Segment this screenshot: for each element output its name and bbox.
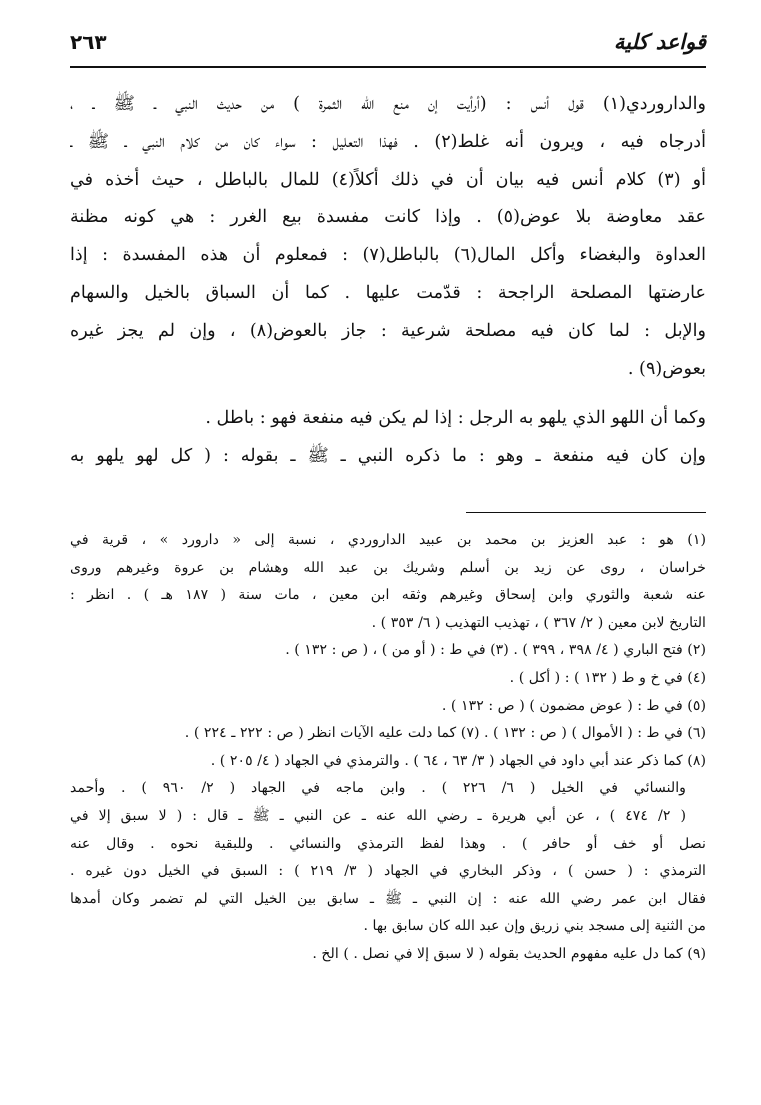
footnote-line: (٦) في ط : ( الأموال ) ( ص : ١٣٢ ) . (٧) كما دلت عليه الآيات انظر ( ص : ٢٢٢ ـ ٢٢٤ ) . — [184, 725, 706, 742]
body-line: أدرجاه فيه ، ويرون أنه غلط(٢) . فهذا التعليل : سواء كان من كلام النبي ـ ﷺ ـ — [70, 131, 706, 152]
footnote-line: (١) هو : عبد العزيز بن محمد بن عبيد الداروردي ، نسبة إلى « دارورد » ، قرية في — [70, 532, 706, 548]
page-number: ٢٦٣ — [70, 30, 107, 54]
body-line: وكما أن اللهو الذي يلهو به الرجل : إذا لم يكن فيه منفعة فهو : باطل . — [205, 408, 706, 429]
footnote-line: (٨) كما ذكر عند أبي داود في الجهاد ( ٣/ ٦٣ ، ٦٤ ) . والترمذي في الجهاد ( ٤/ ٢٠٥ ) . — [210, 752, 706, 769]
footnotes — [70, 527, 706, 969]
footnote-line: (٩) كما دل عليه مفهوم الحديث بقوله ( لا سبق إلا في نصل . ) الخ . — [312, 945, 706, 962]
footnote-line: من الثنية إلى مسجد بني زريق وإن عبد الله كان سابق بها . — [363, 918, 706, 935]
footnote-line: التاريخ لابن معين ( ٢/ ٣٦٧ ) ، تهذيب التهذيب ( ٦/ ٣٥٣ ) . — [371, 614, 706, 631]
page-header — [70, 30, 706, 64]
body-line: والإبل : لما كان فيه مصلحة شرعية : جاز بالعوض(٨) ، وإن لم يجز غيره — [70, 320, 706, 341]
footnote-line: (٥) في ط : ( عوض مضمون ) ( ص : ١٣٢ ) . — [441, 697, 706, 714]
footnote-line: ( ٢/ ٤٧٤ ) ، عن أبي هريرة ـ رضي الله عنه ـ عن النبي ـ ﷺ ـ قال : ( لا سبق إلا في — [70, 807, 686, 824]
body-line: والداروردي(١) قول أنس : (أرأيت إن منع الله الثمرة ) من حديث النبي ـ ﷺ ـ ، — [70, 94, 706, 114]
body-line: بعوض(٩) . — [627, 358, 706, 379]
footnote-separator — [466, 512, 706, 513]
footnote-line: خراسان ، روى عن زيد بن أسلم وشريك بن عبد الله وهشام بن عروة وغيرهم وروى — [70, 559, 706, 576]
book-page — [70, 30, 706, 1080]
body-line: عقد معاوضة بلا عوض(٥) . وإذا كانت مفسدة بيع الغرر : هي كونه مظنة — [70, 207, 706, 228]
main-text — [70, 86, 706, 476]
footnote-line: والنسائي في الخيل ( ٦/ ٢٢٦ ) . وابن ماجه في الجهاد ( ٢/ ٩٦٠ ) . وأحمد — [70, 780, 686, 797]
footnote-line: الترمذي : ( حسن ) ، وذكر البخاري في الجهاد ( ٣/ ٢١٩ ) : السبق في الخيل دون غيره . — [70, 863, 706, 880]
body-line: أو (٣) كلام أنس فيه بيان أن في ذلك أكلاً(٤) للمال بالباطل ، حيث أخذه في — [70, 169, 706, 190]
footnote-line: عنه شعبة والثوري وابن إسحاق وغيرهم وثقه ابن معين ، مات سنة ( ١٨٧ هـ ) . انظر : — [70, 587, 706, 604]
footnote-line: (٢) فتح الباري ( ٤/ ٣٩٨ ، ٣٩٩ ) . (٣) في ط : ( أو من ) ، ( ص : ١٣٢ ) . — [285, 642, 706, 659]
body-line: وإن كان فيه منفعة ـ وهو : ما ذكره النبي ـ ﷺ ـ بقوله : ( كل لهو يلهو به — [70, 446, 706, 467]
footnote-line: (٤) في خ و ط ( ١٣٢ ) : ( أكل ) . — [509, 669, 706, 686]
header-rule — [70, 66, 706, 68]
footnote-line: فقال ابن عمر رضي الله عنه : إن النبي ـ ﷺ ـ سابق بين الخيل التي لم تضمر وكان أمدها — [70, 890, 706, 907]
running-title: قواعد كلية — [613, 30, 706, 54]
footnote-line: نصل أو خف أو حافر ) . وهذا لفظ الترمذي والنسائي . وللبقية نحوه . وقال عنه — [70, 835, 706, 852]
body-line: العداوة والبغضاء وأكل المال(٦) بالباطل(٧) : فمعلوم أن هذه المفسدة : إذا — [70, 245, 706, 266]
body-line: عارضتها المصلحة الراجحة : قدّمت عليها . كما أن السباق بالخيل والسهام — [70, 282, 706, 303]
